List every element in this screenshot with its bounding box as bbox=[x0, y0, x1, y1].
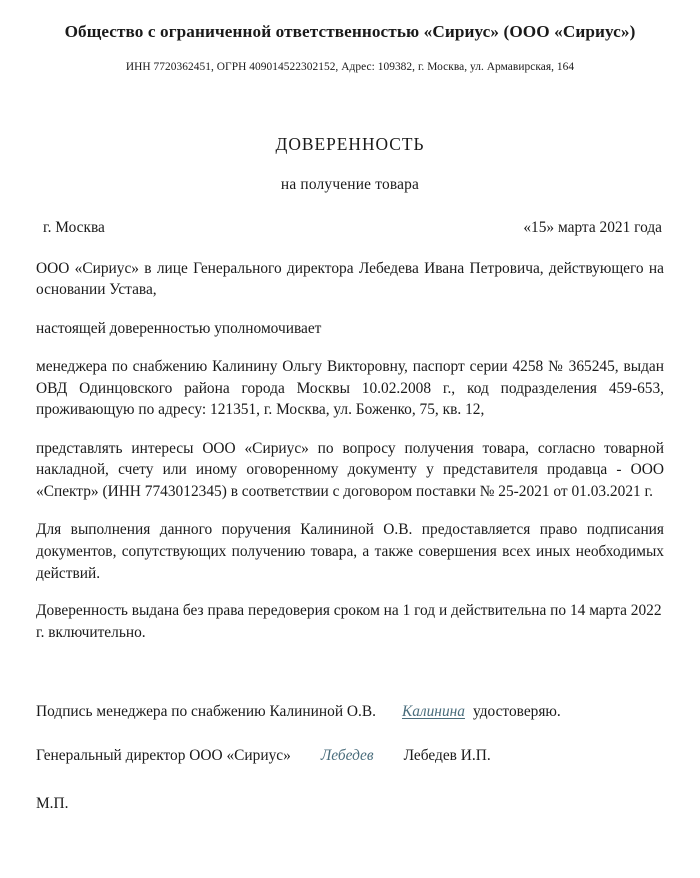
director-title-label: Генеральный директор ООО «Сириус» bbox=[36, 747, 291, 765]
stamp-mark: М.П. bbox=[36, 794, 69, 812]
director-signature-line bbox=[36, 745, 664, 767]
paragraph-powers: представлять интересы ООО «Сириус» по вопросу получения товара, согласно товарной накладной, счету или иному оговоренному документу у представителя продавца - ООО «Спектр» (ИНН 7743012345) в соответствии с договором поставки № 25-2021 от 01.03.2021 г. bbox=[36, 439, 664, 500]
document-body bbox=[36, 258, 664, 644]
place-of-issue: г. Москва bbox=[43, 218, 105, 236]
manager-signature-certify-text: удостоверяю. bbox=[472, 702, 561, 720]
paragraph-validity: Доверенность выдана без права передоверия сроком на 1 год и действительна по 14 марта 2022 г. включительно. bbox=[36, 602, 662, 642]
director-signature-ink: Лебедев bbox=[320, 747, 374, 765]
manager-signature-line bbox=[36, 701, 664, 723]
manager-signature-label: Подпись менеджера по снабжению Калининой О.В. bbox=[36, 702, 376, 720]
document-title-block bbox=[36, 134, 664, 194]
page-subtitle: на получение товара bbox=[280, 176, 420, 194]
signature-block bbox=[36, 701, 664, 815]
manager-signature-ink: Калинина bbox=[401, 702, 465, 720]
director-printed-name: Лебедев И.П. bbox=[403, 747, 491, 765]
page-title: ДОВЕРЕННОСТЬ bbox=[275, 134, 425, 155]
organization-header bbox=[36, 0, 664, 74]
place-date-row bbox=[36, 219, 664, 237]
paragraph-authorizes: настоящей доверенностью уполномочивает bbox=[36, 319, 322, 337]
date-of-issue: «15» марта 2021 года bbox=[523, 218, 662, 236]
paragraph-signing-rights: Для выполнения данного поручения Калининой О.В. предоставляется право подписания документов, сопутствующих получению товара, а также совершения всех иных необходимых действий. bbox=[36, 521, 664, 582]
organization-requisites: ИНН 7720362451, ОГРН 409014522302152, Адрес: 109382, г. Москва, ул. Армавирская, 164 bbox=[125, 60, 575, 73]
paragraph-attorney-details: менеджера по снабжению Калинину Ольгу Викторовну, паспорт серии 4258 № 365245, выдан ОВД Одинцовского района города Москвы 10.02.2008 г., код подразделения 459-653, проживающую по адресу: 121351, г. Москва, ул. Боженко, 75, кв. 12, bbox=[36, 357, 664, 419]
organization-name: Общество с ограниченной ответственностью «Сириус» (ООО «Сириус») bbox=[64, 22, 636, 41]
paragraph-principal: ООО «Сириус» в лице Генерального директора Лебедева Ивана Петровича, действующего на основании Устава, bbox=[36, 259, 664, 299]
